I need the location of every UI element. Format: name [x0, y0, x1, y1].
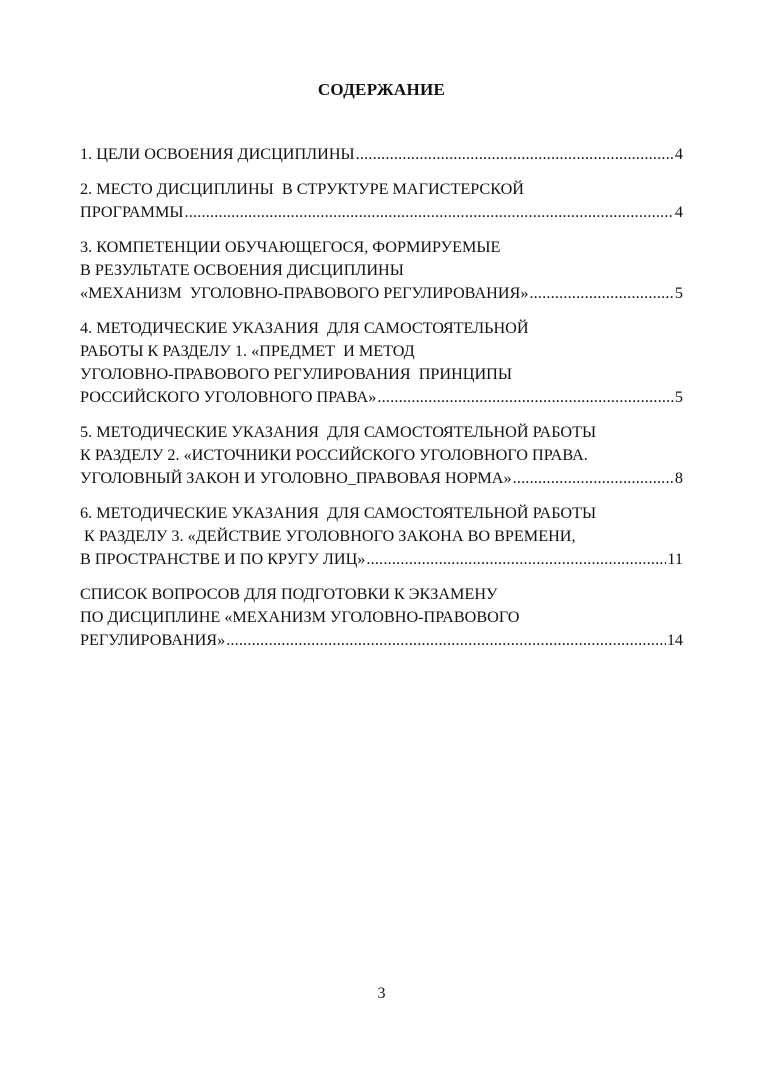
- toc-dot-leader: [356, 143, 674, 166]
- toc-entry-text: РЕГУЛИРОВАНИЯ»: [80, 631, 226, 649]
- toc-page-number: 4: [674, 203, 683, 221]
- toc-entry-last-line: [80, 386, 683, 409]
- toc-entry: [80, 143, 683, 166]
- toc-entry-last-line: [80, 201, 683, 224]
- toc-dot-leader: [377, 386, 674, 409]
- toc-entry-line: 5. МЕТОДИЧЕСКИЕ УКАЗАНИЯ ДЛЯ САМОСТОЯТЕЛЬНОЙ РАБОТЫ: [80, 423, 597, 441]
- toc-page-number: 11: [667, 550, 683, 568]
- toc-entry-text: РОССИЙСКОГО УГОЛОВНОГО ПРАВА»: [80, 388, 377, 406]
- toc-entry-line: К РАЗДЕЛУ 3. «ДЕЙСТВИЕ УГОЛОВНОГО ЗАКОНА ВО ВРЕМЕНИ,: [80, 527, 576, 545]
- toc-page-number: 14: [666, 631, 683, 649]
- toc-entry-text: УГОЛОВНЫЙ ЗАКОН И УГОЛОВНО_ПРАВОВАЯ НОРМА»: [80, 469, 512, 487]
- toc-entry-last-line: [80, 548, 683, 571]
- toc-entry-line: УГОЛОВНО-ПРАВОВОГО РЕГУЛИРОВАНИЯ ПРИНЦИПЫ: [80, 365, 512, 383]
- toc-page-number: 5: [674, 284, 683, 302]
- toc-entry: [80, 178, 683, 224]
- toc-entry-line: СПИСОК ВОПРОСОВ ДЛЯ ПОДГОТОВКИ К ЭКЗАМЕНУ: [80, 585, 498, 603]
- toc-entry-line: ПО ДИСЦИПЛИНЕ «МЕХАНИЗМ УГОЛОВНО-ПРАВОВОГО: [80, 608, 520, 626]
- toc-dot-leader: [513, 467, 674, 490]
- page-number: 3: [377, 985, 386, 1002]
- toc-entry-line: К РАЗДЕЛУ 2. «ИСТОЧНИКИ РОССИЙСКОГО УГОЛОВНОГО ПРАВА.: [80, 446, 588, 464]
- toc-page-number: 4: [674, 145, 683, 163]
- toc-entry-text: 1. ЦЕЛИ ОСВОЕНИЯ ДИСЦИПЛИНЫ: [80, 145, 355, 163]
- toc-entry: [80, 236, 683, 305]
- toc-entry-line: РАБОТЫ К РАЗДЕЛУ 1. «ПРЕДМЕТ И МЕТОД: [80, 342, 415, 360]
- toc-entry: [80, 502, 683, 571]
- toc-entry-text: В ПРОСТРАНСТВЕ И ПО КРУГУ ЛИЦ»: [80, 550, 366, 568]
- toc-page-number: 8: [674, 469, 683, 487]
- toc-dot-leader: [366, 548, 666, 571]
- toc-entry-line: 3. КОМПЕТЕНЦИИ ОБУЧАЮЩЕГОСЯ, ФОРМИРУЕМЫЕ: [80, 238, 501, 256]
- toc-dot-leader: [184, 201, 673, 224]
- toc-entry-line: 2. МЕСТО ДИСЦИПЛИНЫ В СТРУКТУРЕ МАГИСТЕРСКОЙ: [80, 180, 524, 198]
- toc-entry: [80, 583, 683, 652]
- toc-page-number: 5: [674, 388, 683, 406]
- toc-entry-last-line: [80, 282, 683, 305]
- toc-entry-line: В РЕЗУЛЬТАТЕ ОСВОЕНИЯ ДИСЦИПЛИНЫ: [80, 261, 404, 279]
- toc-entry-text: ПРОГРАММЫ: [80, 203, 184, 221]
- toc-entry-last-line: [80, 143, 683, 166]
- toc-entry: [80, 317, 683, 409]
- toc-entry-last-line: [80, 629, 683, 652]
- toc-entry-last-line: [80, 467, 683, 490]
- toc-entry: [80, 421, 683, 490]
- page-title: СОДЕРЖАНИЕ: [317, 80, 446, 99]
- toc-dot-leader: [529, 282, 673, 305]
- toc-entry-text: «МЕХАНИЗМ УГОЛОВНО-ПРАВОВОГО РЕГУЛИРОВАНИЯ»: [80, 284, 529, 302]
- toc-entry-line: 6. МЕТОДИЧЕСКИЕ УКАЗАНИЯ ДЛЯ САМОСТОЯТЕЛЬНОЙ РАБОТЫ: [80, 504, 597, 522]
- toc-entry-line: 4. МЕТОДИЧЕСКИЕ УКАЗАНИЯ ДЛЯ САМОСТОЯТЕЛЬНОЙ: [80, 319, 529, 337]
- toc-dot-leader: [226, 629, 666, 652]
- table-of-contents: [80, 143, 683, 664]
